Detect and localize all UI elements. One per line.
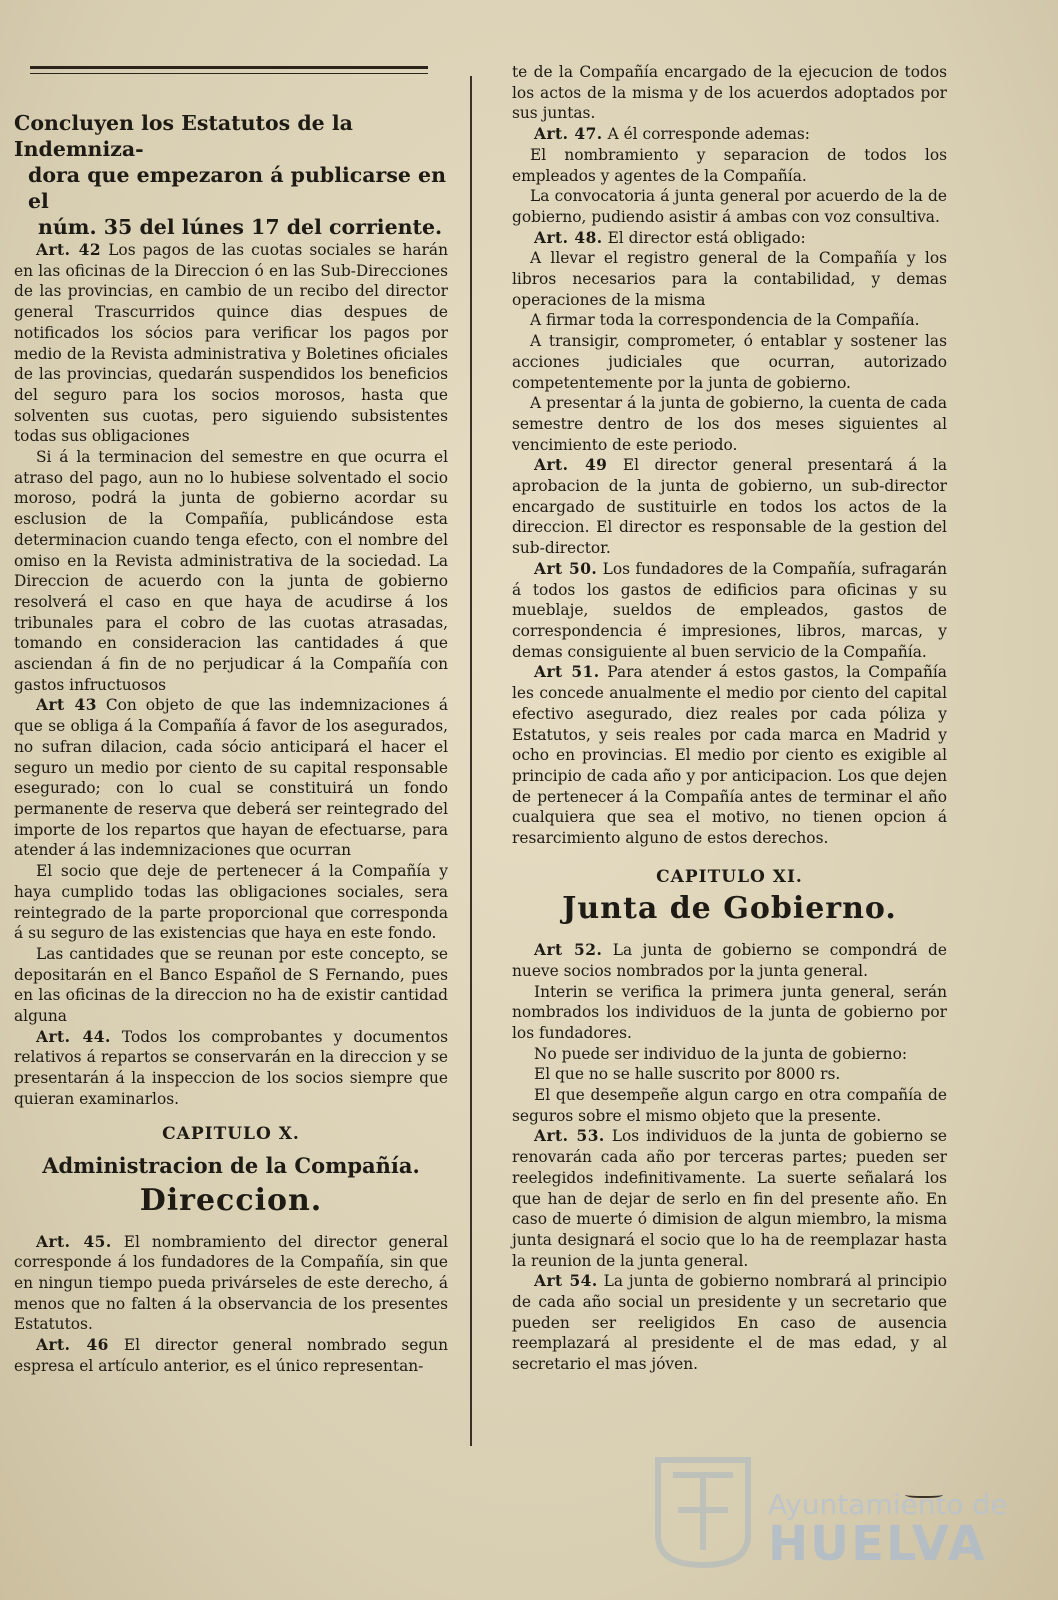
article-52-paragraph-3: No puede ser individuo de la junta de gobierno: bbox=[534, 1044, 908, 1063]
article-52-paragraph-5: El que desempeñe algun cargo en otra compañía de seguros sobre el mismo objeto que la presente. bbox=[512, 1086, 947, 1125]
article-42-paragraph-2: Si á la terminacion del semestre en que ocurra el atraso del pago, aun no lo hubiese solventado el socio moroso, podrá la junta de gobierno acordar su esclusion de la Compañía, publicándose esta determinacion cuando tenga efecto, con el nombre del omiso en la Revista administrativa de la sociedad. La Direccion de acuerdo con la junta de gobierno resolverá el caso en que haya de acudirse á los tribunales para el cobro de las cuotas atrasadas, tomando en consideracion las cantidades á que asciendan á fin de no perjudicar á la Compañía con gastos infructuosos bbox=[14, 448, 448, 694]
article-47-item-2: La convocatoria á junta general por acuerdo de la de gobierno, pudiendo asistir á ambas con voz consultiva. bbox=[512, 187, 947, 226]
article-43-label: Art 43 bbox=[36, 696, 97, 715]
article-48-label: Art. 48. bbox=[534, 228, 603, 247]
intro-heading bbox=[14, 110, 448, 240]
article-48-text: El director está obligado: bbox=[607, 228, 806, 247]
article-48-item-1: A llevar el registro general de la Compañía y los libros necesarios para la contabilidad, y demas operaciones de la misma bbox=[512, 249, 947, 309]
watermark-text-huelva: HUELVA bbox=[768, 1516, 987, 1572]
section-administracion-heading: Administracion de la Compañía. bbox=[42, 1153, 420, 1179]
article-49-text: El director general presentará á la aprobacion de la junta de gobierno, un sub-director encargado de sustituirle en todos los actos de la direccion. El director es responsable de la gestion del sub-director. bbox=[512, 456, 947, 558]
article-53-text: Los individuos de la junta de gobierno se renovarán cada año por terceras partes; pueden ser reelegidos indefinitivamente. La suerte señalará los que han de dejar de serlo en fin del presente año. En caso de muerte ó dimision de algun miembro, la misma junta designará el socio que lo ha de reemplazar hasta la reunion de la junta general. bbox=[512, 1127, 947, 1270]
article-46-continuation: te de la Compañía encargado de la ejecucion de todos los actos de la misma y de los acuerdos adoptados por sus juntas. bbox=[512, 63, 947, 123]
article-53-label: Art. 53. bbox=[534, 1127, 605, 1146]
article-52-text: La junta de gobierno se compondrá de nueve socios nombrados por la junta general. bbox=[512, 941, 947, 980]
junta-de-gobierno-heading: Junta de Gobierno. bbox=[562, 891, 897, 927]
article-46 bbox=[14, 1335, 448, 1376]
chapter-11-heading: CAPITULO XI. bbox=[656, 866, 803, 887]
article-43 bbox=[14, 695, 448, 861]
article-48-item-3: A transigir, comprometer, ó entablar y sostener las acciones judiciales que ocurran, autorizado competentemente por la junta de gobierno. bbox=[512, 332, 947, 392]
article-50 bbox=[512, 559, 947, 663]
article-50-text: Los fundadores de la Compañía, sufragarán á todos los gastos de edificios para oficinas y su mueblaje, sueldos de empleados, gastos de correspondencia é impresiones, libros, marcas, y demas consiguiente al buen servicio de la Compañía. bbox=[512, 559, 947, 661]
article-54-label: Art 54. bbox=[534, 1272, 598, 1291]
top-rule bbox=[30, 66, 428, 74]
article-47-item-1: El nombramiento y separacion de todos los empleados y agentes de la Compañía. bbox=[512, 145, 947, 185]
watermark-text-ayuntamiento: Ayuntamiento de bbox=[768, 1488, 1008, 1521]
article-54 bbox=[512, 1271, 947, 1375]
left-column bbox=[14, 110, 448, 1377]
article-47-text: A él corresponde ademas: bbox=[607, 125, 810, 144]
article-45 bbox=[14, 1232, 448, 1336]
intro-line-2: dora que empezaron á publicarse en el bbox=[28, 163, 446, 213]
intro-line-3: núm. 35 del lúnes 17 del corriente. bbox=[38, 215, 443, 239]
article-52-paragraph-4: El que no se halle suscrito por 8000 rs. bbox=[534, 1065, 841, 1084]
direccion-heading: Direccion. bbox=[139, 1182, 323, 1218]
article-43-paragraph-2: El socio que deje de pertenecer á la Compañía y haya cumplido todas las obligaciones sociales, sera reintegrado de la parte proporcional que corresponda á su seguro de las existencias que haya en este fondo. bbox=[14, 862, 448, 943]
article-52-paragraph-2: Interin se verifica la primera junta general, serán nombrados los individuos de la junta de gobierno por los fundadores. bbox=[512, 982, 947, 1042]
intro-line-1: Concluyen los Estatutos de la Indemniza- bbox=[14, 111, 353, 161]
article-54-text: La junta de gobierno nombrará al principio de cada año social un presidente y un secretario que pueden ser reeligidos En caso de ausencia reemplazará al presidente el de mas edad, y al secretario el mas jóven. bbox=[512, 1272, 947, 1374]
article-47-label: Art. 47. bbox=[534, 125, 603, 144]
article-49 bbox=[512, 455, 947, 559]
article-45-label: Art. 45. bbox=[36, 1232, 112, 1251]
article-44-label: Art. 44. bbox=[36, 1027, 111, 1046]
column-divider bbox=[470, 76, 472, 1446]
article-46-label: Art. 46 bbox=[36, 1336, 109, 1355]
article-51-label: Art 51. bbox=[534, 663, 600, 682]
chapter-10-heading: CAPITULO X. bbox=[162, 1123, 300, 1144]
article-50-label: Art 50. bbox=[534, 559, 598, 578]
article-48-item-4: A presentar á la junta de gobierno, la cuenta de cada semestre dentro de los dos meses siguientes al vencimiento de este periodo. bbox=[512, 394, 947, 454]
article-51 bbox=[512, 662, 947, 848]
article-47 bbox=[512, 124, 947, 145]
article-42-text: Los pagos de las cuotas sociales se harán en las oficinas de la Direccion ó en las Sub-Direcciones de las provincias, en cambio de un recibo del director general Trascurridos quince dias despues de notificados los sócios para verificar los pagos por medio de la Revista administrativa y Boletines oficiales de las provincias, quedarán suspendidos los beneficios del seguro para los socios morosos, hasta que solventen sus cuotas, pero siguiendo subsistentes todas sus obligaciones bbox=[14, 241, 448, 446]
article-44 bbox=[14, 1027, 448, 1110]
article-45-text: El nombramiento del director general corresponde á los fundadores de la Compañía, sin que en ningun tiempo pueda privárseles de este derecho, á menos que no falten á la observancia de los presentes Estatutos. bbox=[14, 1232, 448, 1334]
article-48-item-2: A firmar toda la correspondencia de la Compañía. bbox=[530, 311, 920, 330]
article-51-text: Para atender á estos gastos, la Compañía les concede anualmente el medio por ciento del capital efectivo asegurado, diez reales por cada póliza y Estatutos, y seis reales por cada marca en Madrid y ocho en provincias. El medio por ciento es exigible al principio de cada año y por anticipacion. Los que dejen de pertenecer á la Compañía antes de terminar el año cualquiera que sea el motivo, no tienen opcion á resarcimiento alguno de estos derechos. bbox=[512, 663, 947, 848]
article-43-paragraph-3: Las cantidades que se reunan por este concepto, se depositarán en el Banco Español de S Fernando, pues en las oficinas de la direccion no ha de existir cantidad alguna bbox=[14, 944, 448, 1026]
article-42-label: Art. 42 bbox=[36, 241, 102, 259]
article-42 bbox=[14, 240, 448, 447]
article-53 bbox=[512, 1126, 947, 1271]
article-48 bbox=[512, 228, 947, 249]
article-46-text: El director general nombrado segun espresa el artículo anterior, es el único representan- bbox=[14, 1336, 448, 1375]
article-52 bbox=[512, 940, 947, 981]
right-column bbox=[512, 62, 947, 1375]
article-52-label: Art 52. bbox=[534, 941, 603, 960]
article-44-text: Todos los comprobantes y documentos relativos á repartos se conservarán en la direccion y se presentarán á la inspeccion de los socios siempre que quieran examinarlos. bbox=[14, 1027, 448, 1108]
article-49-label: Art. 49 bbox=[534, 456, 608, 475]
end-flourish bbox=[905, 1490, 943, 1498]
article-43-text: Con objeto de que las indemnizaciones á que se obliga á la Compañía á favor de los asegurados, no sufran dilacion, cada sócio anticipará el hacer el seguro un medio por ciento de su capital responsable esegurado; con lo cual se constituirá un fondo permanente de reserva que deberá ser reintegrado del importe de los repartos que hayan de efectuarse, para atender á las indemnizaciones que ocurran bbox=[14, 696, 449, 860]
